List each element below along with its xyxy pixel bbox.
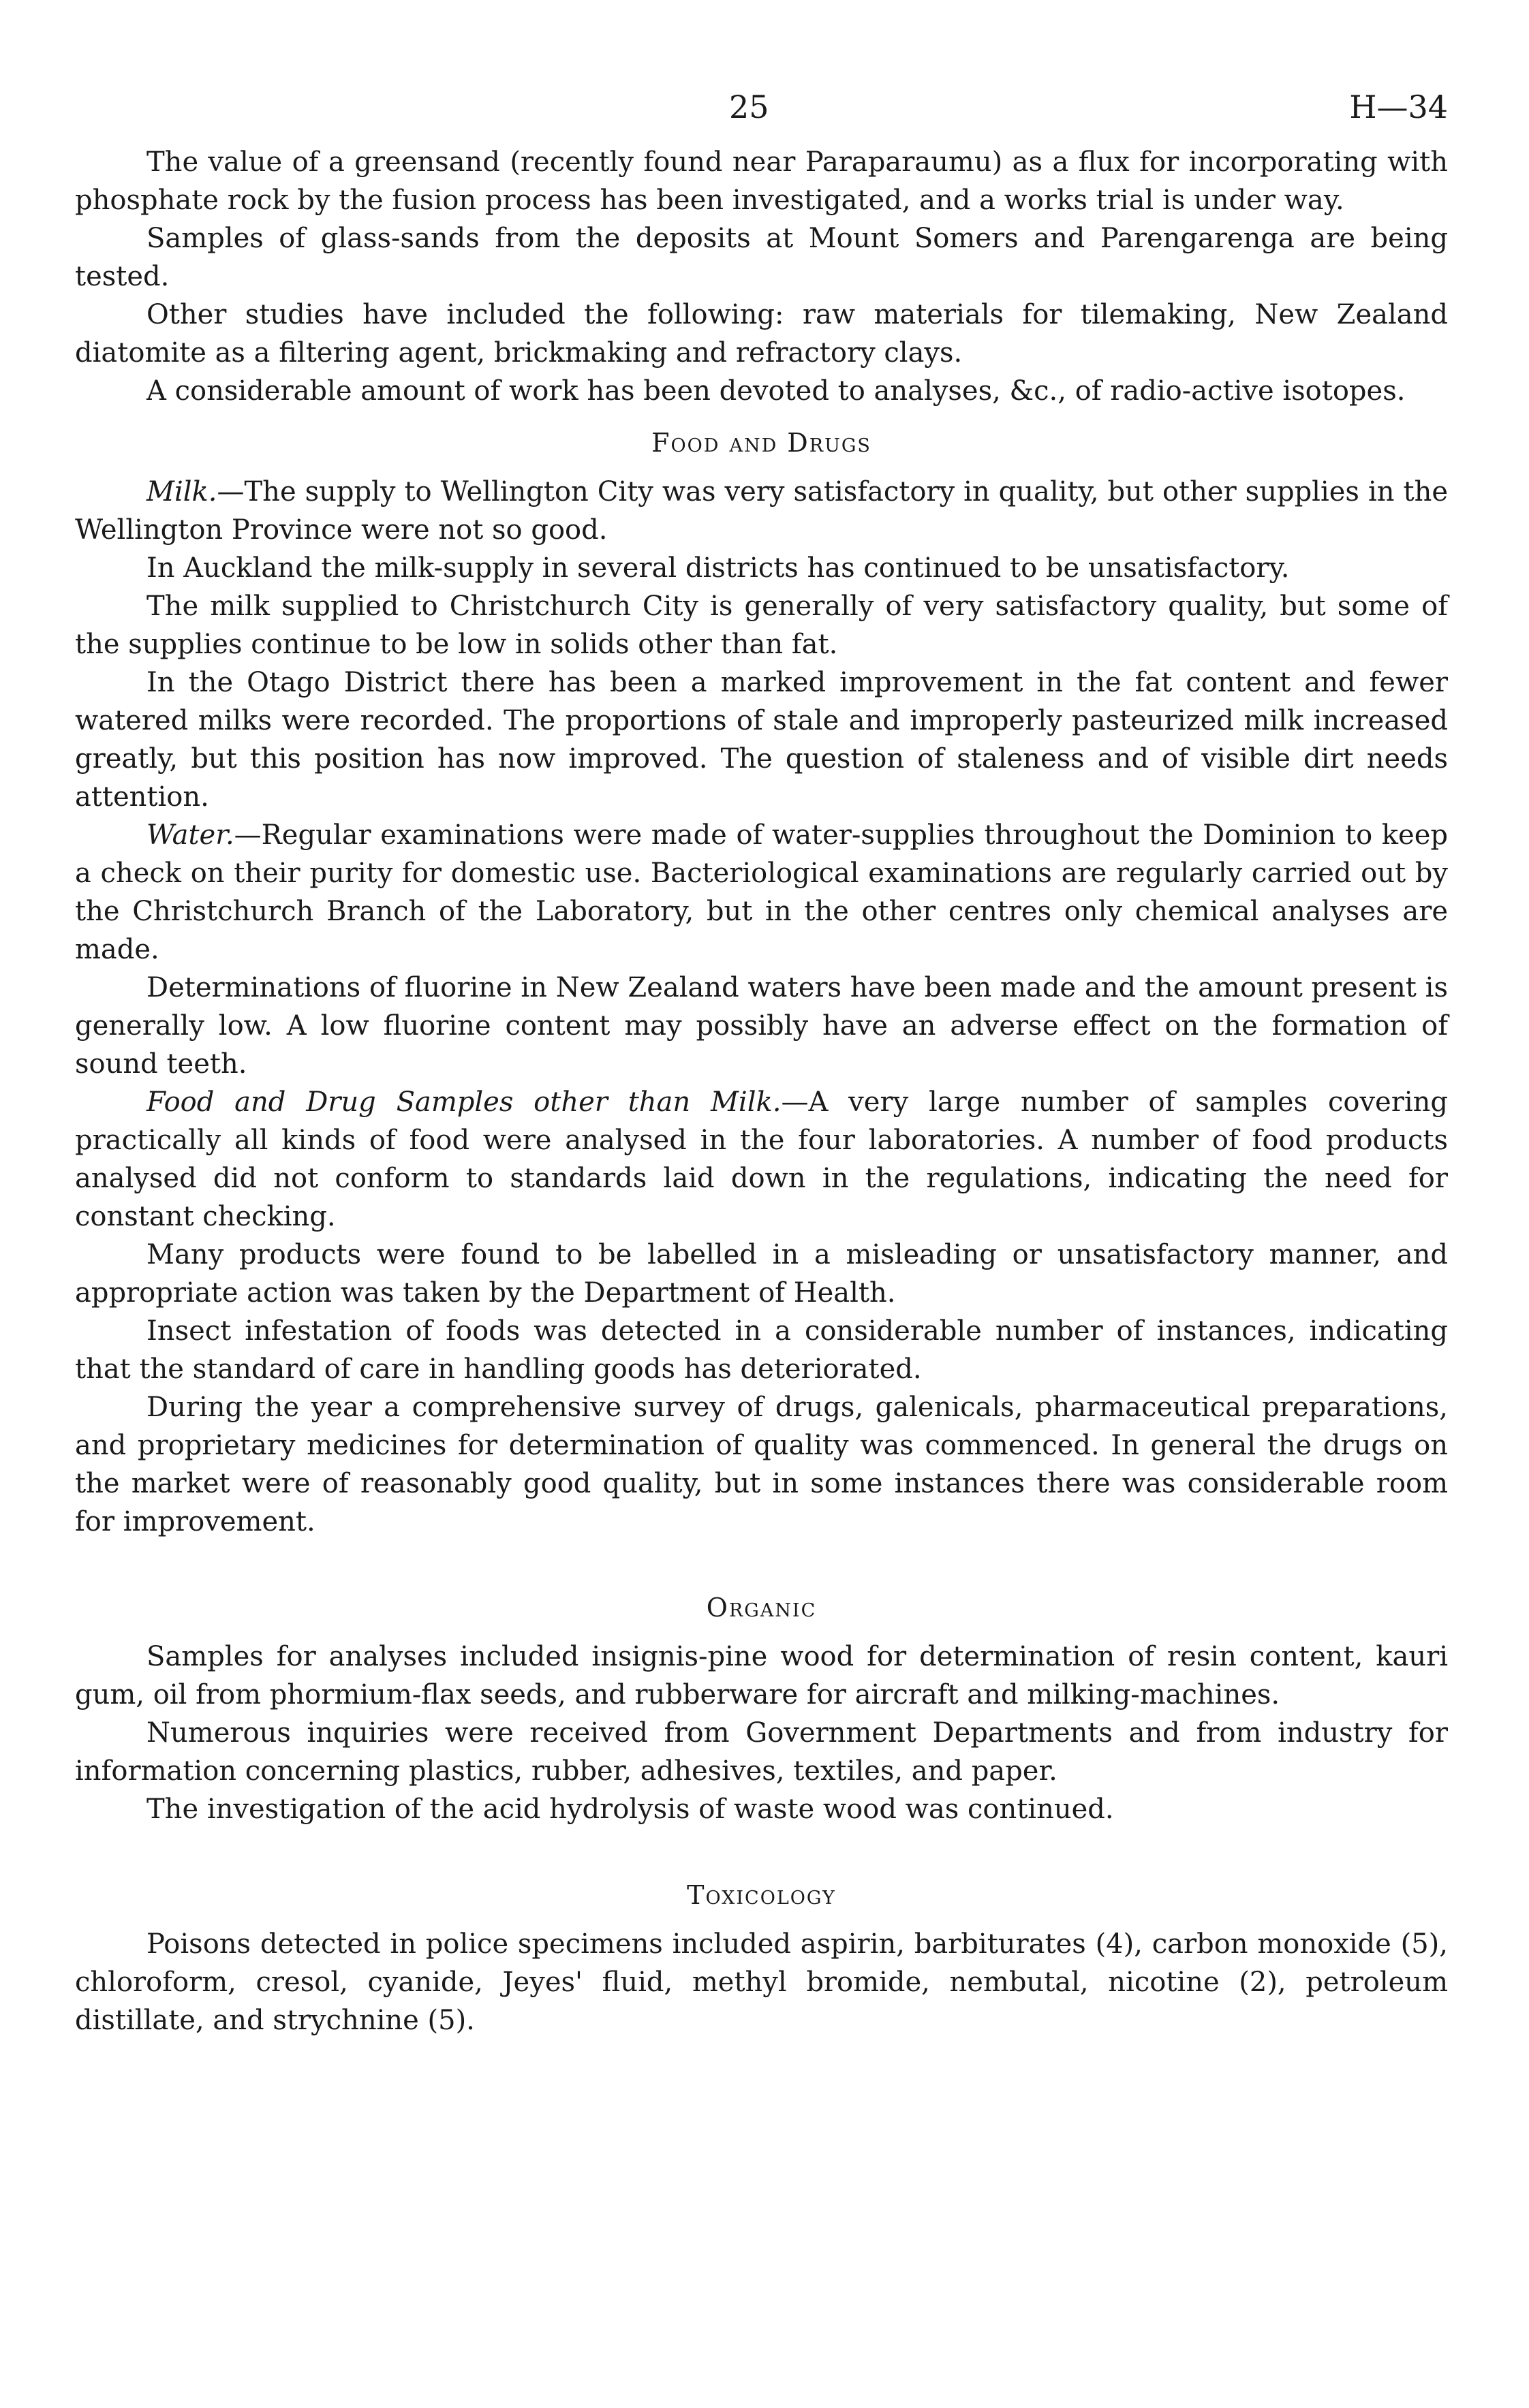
document-reference: H—34 [1349,89,1448,125]
other-samples-paragraph [75,1083,1448,1236]
section-heading-toxicology: Toxicology [687,1880,836,1910]
water-paragraph [75,816,1448,969]
document-page [75,89,1448,2039]
paragraph: In the Otago District there has been a marked improvement in the fat content and fewer watered milks were recorded. The proportions of stale and improperly pasteurized milk increased greatly, but this position has now improved. The question of staleness and of visible dirt needs attention. [75,667,1448,813]
food-and-drugs-section [75,424,1448,1541]
page-header [75,89,1448,143]
toxicology-section [75,1876,1448,2039]
paragraph: In Auckland the milk-supply in several districts has continued to be unsatisfactory. [146,552,1290,584]
paragraph: Samples for analyses included insignis-pine wood for determination of resin content, kauri gum, oil from phormium-flax seeds, and rubberware for aircraft and milking-machines. [75,1641,1448,1710]
other-samples-lead: Food and Drug Samples other than Milk. [146,1086,782,1118]
paragraph: Other studies have included the following: raw materials for tilemaking, New Zealand diatomite as a filtering agent, brickmaking and refractory clays. [75,299,1448,369]
milk-paragraph [75,473,1448,549]
intro-section [75,143,1448,410]
paragraph: Samples of glass-sands from the deposits at Mount Somers and Parengarenga are being tested. [75,223,1448,292]
section-heading-organic: Organic [706,1593,817,1623]
milk-lead: Milk. [146,476,217,507]
paragraph: Determinations of fluorine in New Zealand waters have been made and the amount present is generally low. A low fluorine content may possibly have an adverse effect on the formation of sound teeth. [75,972,1448,1080]
page-number: 25 [729,89,769,125]
paragraph: During the year a comprehensive survey of drugs, galenicals, pharmaceutical preparations, and proprietary medicines for determination of quality was commenced. In general the drugs on the market were of reasonably good quality, but in some instances there was considerable room for improvement. [75,1392,1448,1537]
water-lead: Water. [146,819,234,851]
water-text: —Regular examinations were made of water-supplies throughout the Dominion to keep a check on their purity for domestic use. Bacteriological examinations are regularly carried out by the Christchurch Branch of the Laboratory, but in the other centres only chemical analyses are made. [75,819,1448,965]
paragraph: Numerous inquiries were received from Government Departments and from industry for information concerning plastics, rubber, adhesives, textiles, and paper. [75,1717,1448,1787]
paragraph: The milk supplied to Christchurch City is generally of very satisfactory quality, but some of the supplies continue to be low in solids other than fat. [75,591,1448,660]
milk-text: —The supply to Wellington City was very satisfactory in quality, but other supplies in the Wellington Province were not so good. [75,476,1448,546]
paragraph: The investigation of the acid hydrolysis of waste wood was continued. [146,1794,1114,1825]
paragraph: Insect infestation of foods was detected in a considerable number of instances, indicating that the standard of care in handling goods has deteriorated. [75,1315,1448,1385]
paragraph: A considerable amount of work has been devoted to analyses, &c., of radio-active isotopes. [146,375,1406,407]
organic-section [75,1589,1448,1828]
paragraph: The value of a greensand (recently found near Paraparaumu) as a flux for incorporating with phosphate rock by the fusion process has been investigated, and a works trial is under way. [75,146,1448,216]
paragraph: Many products were found to be labelled in a misleading or unsatisfactory manner, and appropriate action was taken by the Department of Health. [75,1239,1448,1309]
section-heading-food-and-drugs: Food and Drugs [651,428,871,458]
other-samples-text: —A very large number of samples covering practically all kinds of food were analysed in the four laboratories. A number of food products analysed did not conform to standards laid down in the regulations, indicating the need for constant checking. [75,1086,1448,1232]
paragraph: Poisons detected in police specimens included aspirin, barbiturates (4), carbon monoxide (5), chloroform, cresol, cyanide, Jeyes' fluid, methyl bromide, nembutal, nicotine (2), petroleum distillate, and strychnine (5). [75,1928,1448,2036]
